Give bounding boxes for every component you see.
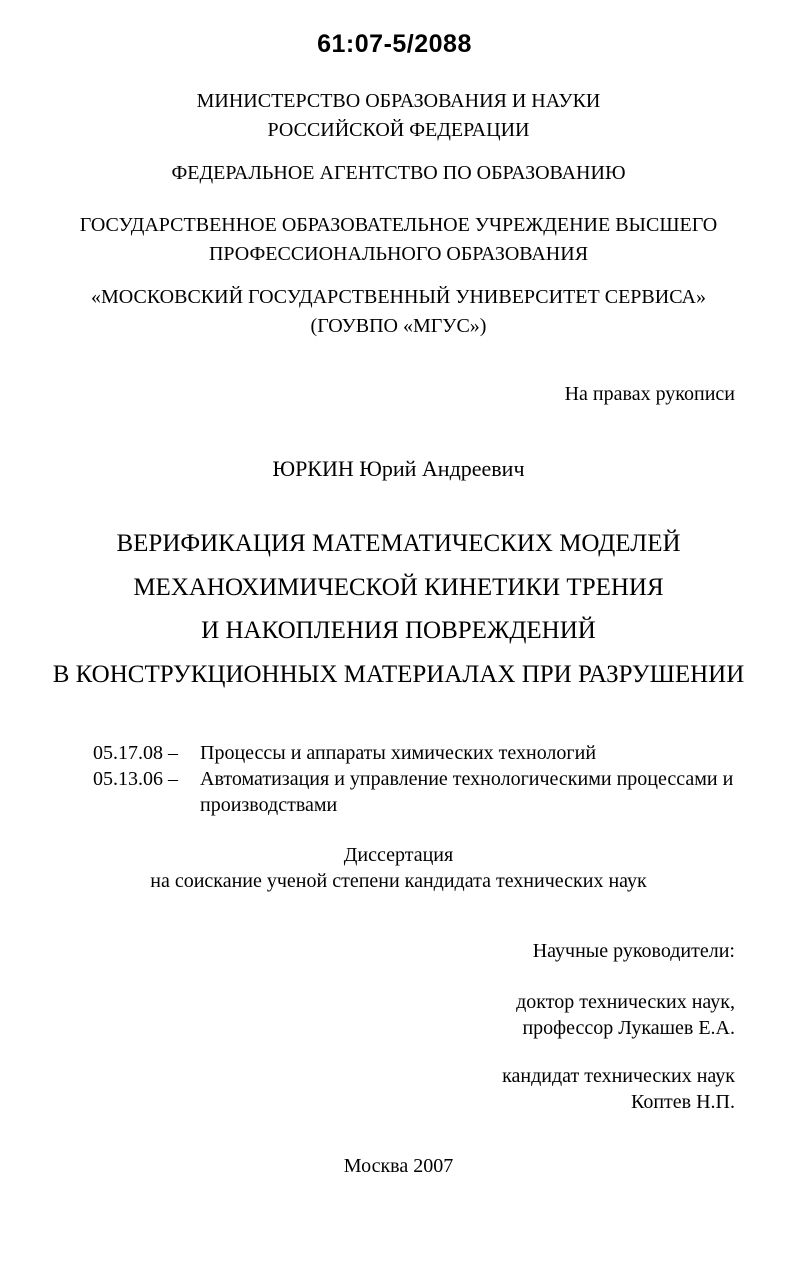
manuscript-note: На правах рукописи <box>564 383 735 405</box>
registry-code: 61:07-5/2088 <box>317 30 472 58</box>
agency-line: ФЕДЕРАЛЬНОЕ АГЕНТСТВО ПО ОБРАЗОВАНИЮ <box>171 162 626 184</box>
agency-heading <box>0 159 797 188</box>
specialty-code: 05.13.06 – <box>93 768 178 790</box>
institution-type-line-2: ПРОФЕССИОНАЛЬНОГО ОБРАЗОВАНИЯ <box>208 243 589 265</box>
institution-type-line-1: ГОСУДАРСТВЕННОЕ ОБРАЗОВАТЕЛЬНОЕ УЧРЕЖДЕНИЕ ВЫСШЕГО <box>79 214 718 236</box>
ministry-heading <box>0 87 797 145</box>
dissertation-line-2: на соискание ученой степени кандидата технических наук <box>150 870 647 892</box>
supervisor-second-name: Коптев Н.П. <box>631 1091 735 1113</box>
city-year: Москва 2007 <box>343 1155 454 1177</box>
specialty-description: Автоматизация и управление технологическими процессами и производствами <box>200 768 734 816</box>
supervisor-first-degree: доктор технических наук, <box>516 991 735 1013</box>
author-name: ЮРКИН Юрий Андреевич <box>272 456 525 481</box>
ministry-line-2: РОССИЙСКОЙ ФЕДЕРАЦИИ <box>267 119 530 141</box>
dissertation-title <box>0 522 797 696</box>
specialty-code: 05.17.08 – <box>93 742 178 764</box>
supervisor-second-degree: кандидат технических наук <box>502 1065 735 1087</box>
specialty-description: Процессы и аппараты химических технологий <box>200 742 597 764</box>
title-line-4: В КОНСТРУКЦИОННЫХ МАТЕРИАЛАХ ПРИ РАЗРУШЕНИИ <box>52 660 745 688</box>
supervisor-first-name: профессор Лукашев Е.А. <box>522 1017 735 1039</box>
title-line-3: И НАКОПЛЕНИЯ ПОВРЕЖДЕНИЙ <box>201 617 596 644</box>
university-heading <box>0 283 797 341</box>
university-line-2: (ГОУВПО «МГУС») <box>310 315 487 337</box>
title-line-2: МЕХАНОХИМИЧЕСКОЙ КИНЕТИКИ ТРЕНИЯ <box>133 573 664 601</box>
institution-type-heading <box>0 211 797 269</box>
dissertation-line-1: Диссертация <box>343 844 454 866</box>
title-line-1: ВЕРИФИКАЦИЯ МАТЕМАТИЧЕСКИХ МОДЕЛЕЙ <box>116 530 681 557</box>
dissertation-note <box>0 842 797 894</box>
university-line-1: «МОСКОВСКИЙ ГОСУДАРСТВЕННЫЙ УНИВЕРСИТЕТ СЕРВИСА» <box>91 286 706 308</box>
supervisors-heading: Научные руководители: <box>532 940 735 962</box>
supervisor-first <box>516 989 735 1041</box>
ministry-line-1: МИНИСТЕРСТВО ОБРАЗОВАНИЯ И НАУКИ <box>196 90 601 112</box>
supervisor-second <box>502 1063 735 1115</box>
